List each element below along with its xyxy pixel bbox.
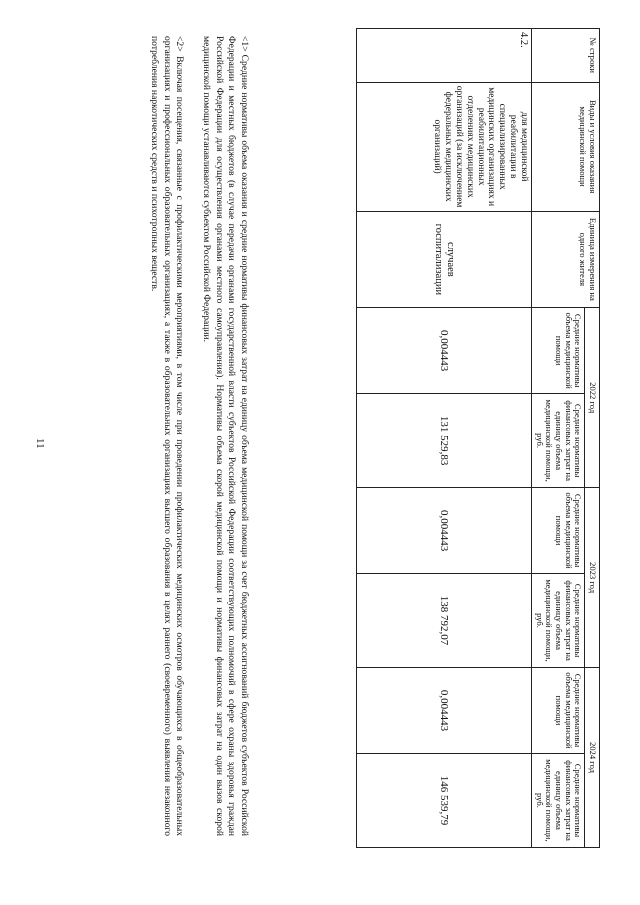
header-cost: Средние нормативы финансовых затрат на единицу объема медицинской помощи, руб. <box>532 574 585 668</box>
volume-2024: 0,004443 <box>357 668 532 754</box>
norms-table <box>356 28 600 848</box>
header-volume: Средние нормативы объема медицинской помощи <box>532 488 585 574</box>
header-cost: Средние нормативы финансовых затрат на единицу объема медицинской помощи, руб. <box>532 394 585 488</box>
header-year-2024: 2024 год <box>585 668 600 848</box>
cost-2022: 131 529,83 <box>357 394 532 488</box>
row-number: 4.2. <box>357 29 532 83</box>
table-row <box>357 29 532 848</box>
header-volume: Средние нормативы объема медицинской помощи <box>532 668 585 754</box>
header-unit: Единица измерения на одного жителя <box>532 211 600 308</box>
footnote-2: <2> Включая посещения, связанные с профилактическими мероприятиями, в том числе при проведении профилактических медицинских осмотров обучающихся в общеобразовательных организациях и профессиональных образовательных организациях, а также в образовательных организациях высшего образования в целях раннего (своевременного) выявления незаконного потребления наркотических средств и психотропных веществ. <box>149 36 186 836</box>
footnote-1: <1> Средние нормативы объема оказания и средние нормативы финансовых затрат на единицу объема медицинской помощи за счет бюджетных ассигнований бюджетов субъектов Российской Федерации и местных бюджетов (в случае передачи органами государственной власти субъектов Российской Федерации соответствующих полномочий в сфере охраны здоровья граждан Российской Федерации для осуществления органами местного самоуправления). Нормативы объема скорой медицинской помощи и нормативы финансовых затрат на один вызов скорой медицинской помощи устанавливаются субъектом Российской Федерации. <box>201 36 250 836</box>
page-number: 11 <box>34 438 46 449</box>
care-type-cell: для медицинской реабилитации в специализированных медицинских организациях и реабилитационных отделениях медицинских организаций (за исключением федеральных медицинских организаций) <box>357 82 532 211</box>
unit-cell: случаев госпитализации <box>357 211 532 308</box>
header-row-number: № строки <box>532 29 600 83</box>
header-year-2023: 2023 год <box>585 488 600 668</box>
header-year-2022: 2022 год <box>585 308 600 488</box>
footnotes <box>133 36 250 836</box>
volume-2022: 0,004443 <box>357 308 532 394</box>
cost-2024: 146 539,79 <box>357 753 532 847</box>
header-cost: Средние нормативы финансовых затрат на единицу объема медицинской помощи, руб. <box>532 753 585 847</box>
header-care-type: Виды и условия оказания медицинской помощи <box>532 82 600 211</box>
rotated-content <box>20 28 600 848</box>
volume-2023: 0,004443 <box>357 488 532 574</box>
header-volume: Средние нормативы объема медицинской помощи <box>532 308 585 394</box>
cost-2023: 138 792,07 <box>357 574 532 668</box>
